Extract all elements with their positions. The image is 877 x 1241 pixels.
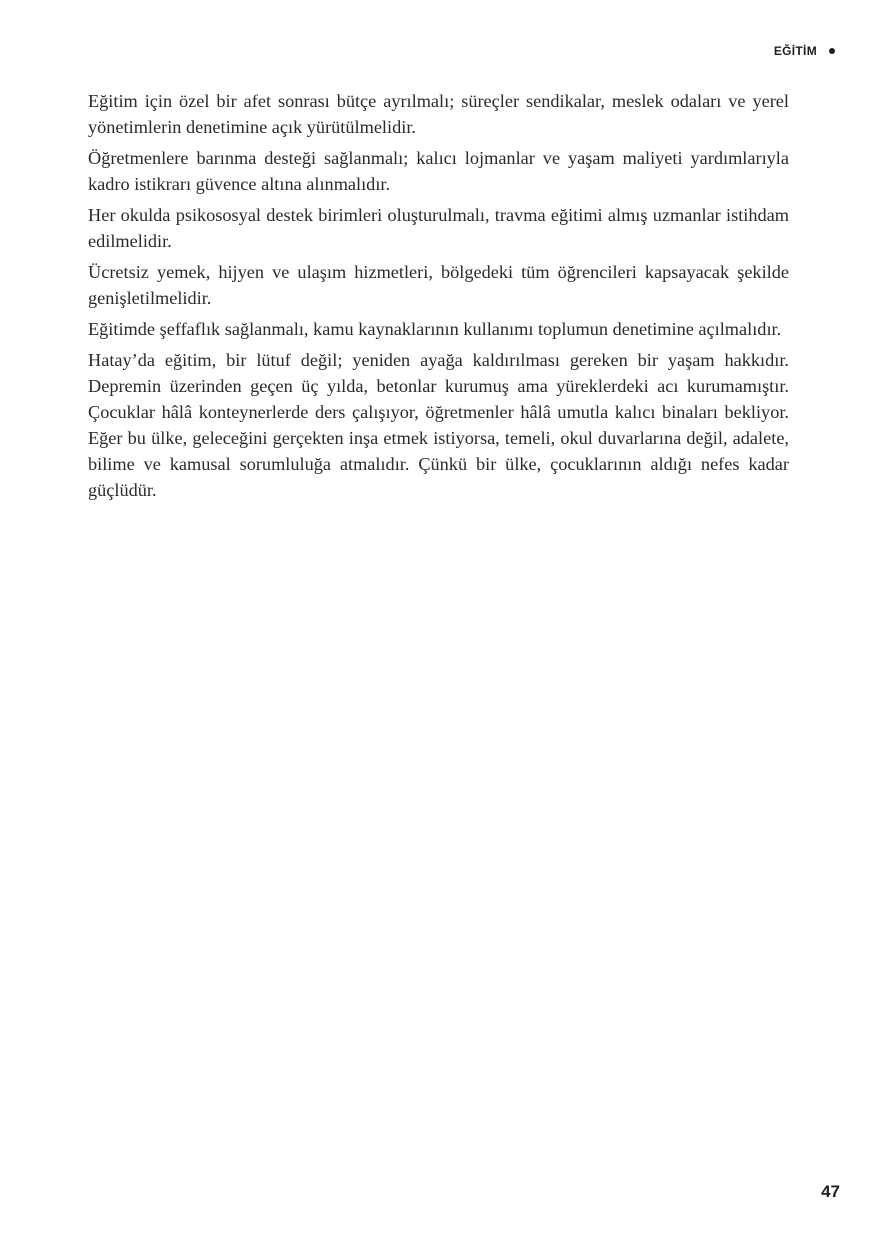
- page-number: 47: [821, 1182, 840, 1201]
- paragraph: Hatay’da eğitim, bir lütuf değil; yeniden ayağa kaldırılması gereken bir yaşam hakkıdır. Depremin üzerinden geçen üç yılda, betonlar kurumuş ama yüreklerdeki acı kurumamıştır. Çocuklar hâlâ konteynerlerde ders çalışıyor, öğretmenler hâlâ umutla kalıcı binaları bekliyor. Eğer bu ülke, geleceğini gerçekten inşa etmek istiyorsa, temeli, okul duvarlarına değil, adalete, bilime ve kamusal sorumluluğa atmalıdır. Çünkü bir ülke, çocuklarının aldığı nefes kadar güçlüdür.: [88, 350, 789, 500]
- paragraph: Ücretsiz yemek, hijyen ve ulaşım hizmetleri, bölgedeki tüm öğrencileri kapsayacak şekilde genişletilmelidir.: [88, 262, 789, 308]
- paragraph: Her okulda psikososyal destek birimleri oluşturulmalı, travma eğitimi almış uzmanlar istihdam edilmelidir.: [88, 205, 789, 251]
- paragraph: Öğretmenlere barınma desteği sağlanmalı; kalıcı lojmanlar ve yaşam maliyeti yardımlarıyla kadro istikrarı güvence altına alınmalıdır.: [88, 148, 789, 194]
- paragraph: Eğitim için özel bir afet sonrası bütçe ayrılmalı; süreçler sendikalar, meslek odaları ve yerel yönetimlerin denetimine açık yürütülmelidir.: [88, 91, 789, 137]
- running-header: [774, 44, 835, 58]
- section-title: EĞİTİM: [773, 44, 817, 58]
- paragraph: Eğitimde şeffaflık sağlanmalı, kamu kaynaklarının kullanımı toplumun denetimine açılmalıdır.: [88, 319, 782, 339]
- body-text: [88, 88, 789, 508]
- bullet-icon: [829, 48, 835, 54]
